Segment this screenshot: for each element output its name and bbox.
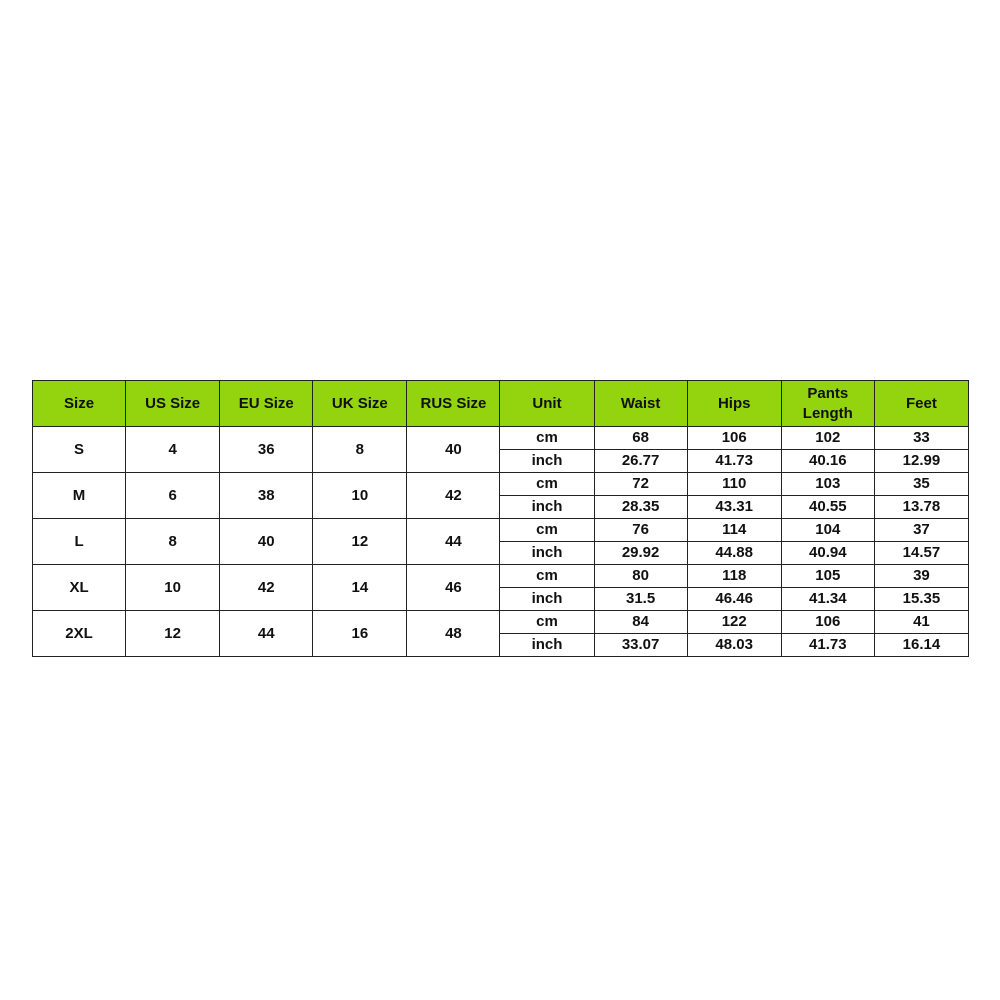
unit-cell: cm — [500, 473, 594, 496]
unit-cell: cm — [500, 611, 594, 634]
rus-size-cell: 48 — [407, 611, 500, 657]
hips-cell: 110 — [687, 473, 781, 496]
header-hips: Hips — [687, 381, 781, 427]
hips-cell: 48.03 — [687, 634, 781, 657]
size-chart-table — [32, 380, 969, 657]
pants-length-cell: 40.94 — [781, 542, 874, 565]
unit-cell: cm — [500, 427, 594, 450]
eu-size-cell: 42 — [220, 565, 313, 611]
eu-size-cell: 44 — [220, 611, 313, 657]
feet-cell: 12.99 — [874, 450, 968, 473]
waist-cell: 33.07 — [594, 634, 687, 657]
hips-cell: 46.46 — [687, 588, 781, 611]
table-row — [33, 611, 969, 634]
header-row — [33, 381, 969, 427]
waist-cell: 26.77 — [594, 450, 687, 473]
header-us-size: US Size — [126, 381, 220, 427]
header-eu-size: EU Size — [220, 381, 313, 427]
uk-size-cell: 12 — [313, 519, 407, 565]
feet-cell: 14.57 — [874, 542, 968, 565]
hips-cell: 44.88 — [687, 542, 781, 565]
uk-size-cell: 14 — [313, 565, 407, 611]
eu-size-cell: 38 — [220, 473, 313, 519]
waist-cell: 28.35 — [594, 496, 687, 519]
us-size-cell: 6 — [126, 473, 220, 519]
size-cell: S — [33, 427, 126, 473]
pants-length-cell: 102 — [781, 427, 874, 450]
eu-size-cell: 40 — [220, 519, 313, 565]
feet-cell: 13.78 — [874, 496, 968, 519]
header-waist: Waist — [594, 381, 687, 427]
table-row — [33, 565, 969, 588]
pants-length-cell: 106 — [781, 611, 874, 634]
pants-length-cell: 104 — [781, 519, 874, 542]
table-row — [33, 427, 969, 450]
pants-length-cell: 103 — [781, 473, 874, 496]
header-rus-size: RUS Size — [407, 381, 500, 427]
unit-cell: inch — [500, 450, 594, 473]
size-cell: L — [33, 519, 126, 565]
hips-cell: 114 — [687, 519, 781, 542]
hips-cell: 43.31 — [687, 496, 781, 519]
unit-cell: inch — [500, 588, 594, 611]
pants-length-cell: 40.16 — [781, 450, 874, 473]
table-row — [33, 519, 969, 542]
unit-cell: cm — [500, 519, 594, 542]
feet-cell: 15.35 — [874, 588, 968, 611]
us-size-cell: 8 — [126, 519, 220, 565]
uk-size-cell: 8 — [313, 427, 407, 473]
feet-cell: 39 — [874, 565, 968, 588]
feet-cell: 33 — [874, 427, 968, 450]
rus-size-cell: 40 — [407, 427, 500, 473]
uk-size-cell: 10 — [313, 473, 407, 519]
waist-cell: 72 — [594, 473, 687, 496]
uk-size-cell: 16 — [313, 611, 407, 657]
hips-cell: 122 — [687, 611, 781, 634]
waist-cell: 76 — [594, 519, 687, 542]
waist-cell: 31.5 — [594, 588, 687, 611]
pants-length-cell: 41.73 — [781, 634, 874, 657]
feet-cell: 41 — [874, 611, 968, 634]
us-size-cell: 4 — [126, 427, 220, 473]
hips-cell: 118 — [687, 565, 781, 588]
size-cell: M — [33, 473, 126, 519]
hips-cell: 41.73 — [687, 450, 781, 473]
pants-length-cell: 41.34 — [781, 588, 874, 611]
header-pants-length: Pants Length — [781, 381, 874, 427]
unit-cell: inch — [500, 542, 594, 565]
table-row — [33, 473, 969, 496]
rus-size-cell: 42 — [407, 473, 500, 519]
pants-length-cell: 40.55 — [781, 496, 874, 519]
us-size-cell: 12 — [126, 611, 220, 657]
waist-cell: 80 — [594, 565, 687, 588]
rus-size-cell: 44 — [407, 519, 500, 565]
unit-cell: inch — [500, 634, 594, 657]
unit-cell: cm — [500, 565, 594, 588]
us-size-cell: 10 — [126, 565, 220, 611]
eu-size-cell: 36 — [220, 427, 313, 473]
header-feet: Feet — [874, 381, 968, 427]
hips-cell: 106 — [687, 427, 781, 450]
waist-cell: 29.92 — [594, 542, 687, 565]
header-uk-size: UK Size — [313, 381, 407, 427]
feet-cell: 37 — [874, 519, 968, 542]
feet-cell: 16.14 — [874, 634, 968, 657]
header-unit: Unit — [500, 381, 594, 427]
header-size: Size — [33, 381, 126, 427]
waist-cell: 84 — [594, 611, 687, 634]
rus-size-cell: 46 — [407, 565, 500, 611]
waist-cell: 68 — [594, 427, 687, 450]
unit-cell: inch — [500, 496, 594, 519]
size-cell: XL — [33, 565, 126, 611]
pants-length-cell: 105 — [781, 565, 874, 588]
size-cell: 2XL — [33, 611, 126, 657]
feet-cell: 35 — [874, 473, 968, 496]
